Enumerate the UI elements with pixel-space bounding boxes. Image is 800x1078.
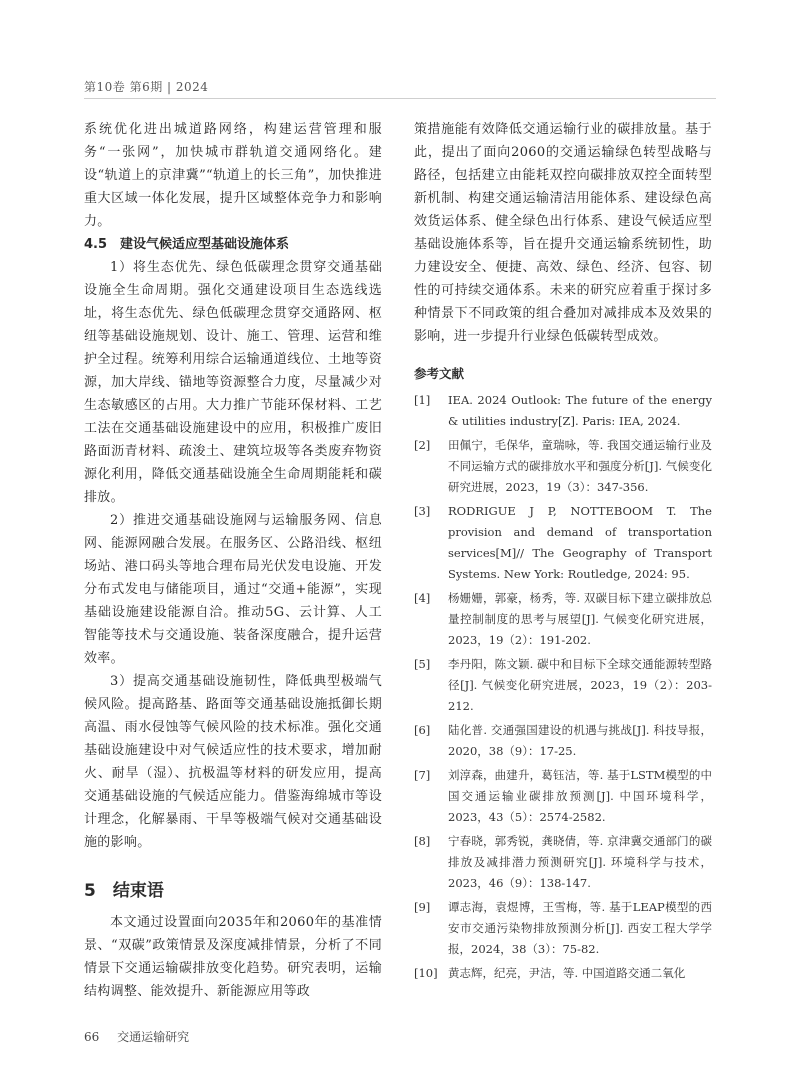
reference-number: [7]: [414, 768, 431, 782]
reference-list: [414, 390, 712, 984]
reference-item: [414, 390, 712, 432]
reference-text: IEA. 2024 Outlook: The future of the energy & utilities industry[Z]. Paris: IEA, 2024.: [448, 393, 712, 428]
journal-name: 交通运输研究: [117, 1030, 190, 1044]
reference-item: [414, 654, 712, 717]
body-paragraph: 3）提高交通基础设施韧性，降低典型极端气候风险。提高路基、路面等交通基础设施抵御长期高温、雨水侵蚀等气候风险的技术标准。强化交通基础设施建设中对气候适应性的技术要求，增加耐火、耐旱（湿）、抗极温等材料的研发应用，提高交通基础设施的气候适应能力。借鉴海绵城市等设计理念，化解暴雨、干旱等极端气候对交通基础设施的影响。: [84, 674, 382, 850]
reference-item: [414, 897, 712, 960]
reference-text: 谭志海，袁煜博，王雪梅，等. 基于LEAP模型的西安市交通污染物排放预测分析[J]. 西安工程大学学报，2024，38（3）：75-82.: [448, 900, 712, 956]
running-head: 第10卷 第6期 | 2024: [84, 80, 209, 94]
reference-item: [414, 831, 712, 894]
reference-number: [5]: [414, 657, 431, 671]
reference-item: [414, 720, 712, 762]
reference-item: [414, 963, 712, 984]
body-paragraph: 系统优化进出城道路网络，构建运营管理和服务“一张网”，加快城市群轨道交通网络化。建设“轨道上的京津冀”“轨道上的长三角”，加快推进重大区域一体化发展，提升区域整体竞争力和影响力。: [84, 122, 382, 229]
body-paragraph: 2）推进交通基础设施网与运输服务网、信息网、能源网融合发展。在服务区、公路沿线、枢纽场站、港口码头等地合理布局光伏发电设施、开发分布式发电与储能项目，通过“交通+能源”，实现基础设施建设能源自洽。推动5G、云计算、人工智能等技术与交通设施、装备深度融合，提升运营效率。: [84, 513, 382, 666]
reference-text: 杨姗姗，郭豪，杨秀，等. 双碳目标下建立碳排放总量控制制度的思考与展望[J]. 气候变化研究进展，2023，19（2）：191-202.: [448, 591, 712, 647]
reference-text: 田佩宁，毛保华，童瑞咏，等. 我国交通运输行业及不同运输方式的碳排放水平和强度分析[J]. 气候变化研究进展，2023，19（3）：347-356.: [448, 438, 712, 494]
reference-text: 黄志辉，纪亮，尹洁，等. 中国道路交通二氧化: [448, 966, 686, 980]
left-column: [84, 118, 382, 1003]
body-paragraph: 1）将生态优先、绿色低碳理念贯穿交通基础设施全生命周期。强化交通建设项目生态选线选址，将生态优先、绿色低碳理念贯穿交通路网、枢纽等基础设施规划、设计、施工、管理、运营和维护全过程。统筹利用综合运输通道线位、土地等资源，加大岸线、锚地等资源整合力度，尽量减少对生态敏感区的占用。大力推广节能环保材料、工艺工法在交通基础设施建设中的应用，积极推广废旧路面沥青材料、疏浚土、建筑垃圾等各类废弃物资源化利用，降低交通基础设施全生命周期能耗和碳排放。: [84, 260, 382, 505]
reference-number: [2]: [414, 438, 431, 452]
right-column: [414, 118, 712, 987]
reference-number: [9]: [414, 900, 431, 914]
reference-number: [1]: [414, 393, 431, 407]
page-number: 66: [84, 1030, 100, 1044]
reference-number: [8]: [414, 834, 431, 848]
reference-text: 刘淳森，曲建升，葛钰洁，等. 基于LSTM模型的中国交通运输业碳排放预测[J]. 中国环境科学，2023，43（5）：2574-2582.: [448, 768, 712, 824]
section-heading: 5 结束语: [84, 881, 164, 901]
header-divider: [84, 98, 716, 99]
reference-number: [4]: [414, 591, 431, 605]
reference-item: [414, 435, 712, 498]
body-paragraph: 策措施能有效降低交通运输行业的碳排放量。基于此，提出了面向2060的交通运输绿色转型战略与路径，包括建立由能耗双控向碳排放双控全面转型新机制、构建交通运输清洁用能体系、建设绿色高效货运体系、健全绿色出行体系、建设气候适应型基础设施体系等，旨在提升交通运输系统韧性，助力建设安全、便捷、高效、绿色、经济、包容、韧性的可持续交通体系。未来的研究应着重于探讨多种情景下不同政策的组合叠加对减排成本及效果的影响，进一步提升行业绿色低碳转型成效。: [414, 122, 712, 344]
reference-text: 宁春晓，郭秀锐，龚晓倩，等. 京津冀交通部门的碳排放及减排潜力预测研究[J]. 环境科学与技术，2023，46（9）：138-147.: [448, 834, 712, 890]
reference-number: [3]: [414, 504, 431, 518]
body-paragraph: 本文通过设置面向2035年和2060年的基准情景、“双碳”政策情景及深度减排情景，分析了不同情景下交通运输碳排放变化趋势。研究表明，运输结构调整、能效提升、新能源应用等政: [84, 915, 382, 999]
reference-number: [10]: [414, 966, 438, 980]
reference-text: 李丹阳，陈文颖. 碳中和目标下全球交通能源转型路径[J]. 气候变化研究进展，2023，19（2）：203-212.: [448, 657, 712, 713]
reference-item: [414, 765, 712, 828]
references-heading: 参考文献: [414, 366, 465, 381]
reference-text: 陆化普. 交通强国建设的机遇与挑战[J]. 科技导报，2020，38（9）：17-25.: [448, 723, 712, 758]
page-footer: [84, 1028, 189, 1045]
reference-number: [6]: [414, 723, 431, 737]
subsection-heading: 4.5 建设气候适应型基础设施体系: [84, 237, 290, 252]
reference-item: [414, 588, 712, 651]
reference-item: [414, 501, 712, 585]
reference-text: RODRIGUE J P, NOTTEBOOM T. The provision and demand of transportation services[M]// The Geography of Transport Systems. New York: Routledge, 2024: 95.: [448, 504, 712, 581]
